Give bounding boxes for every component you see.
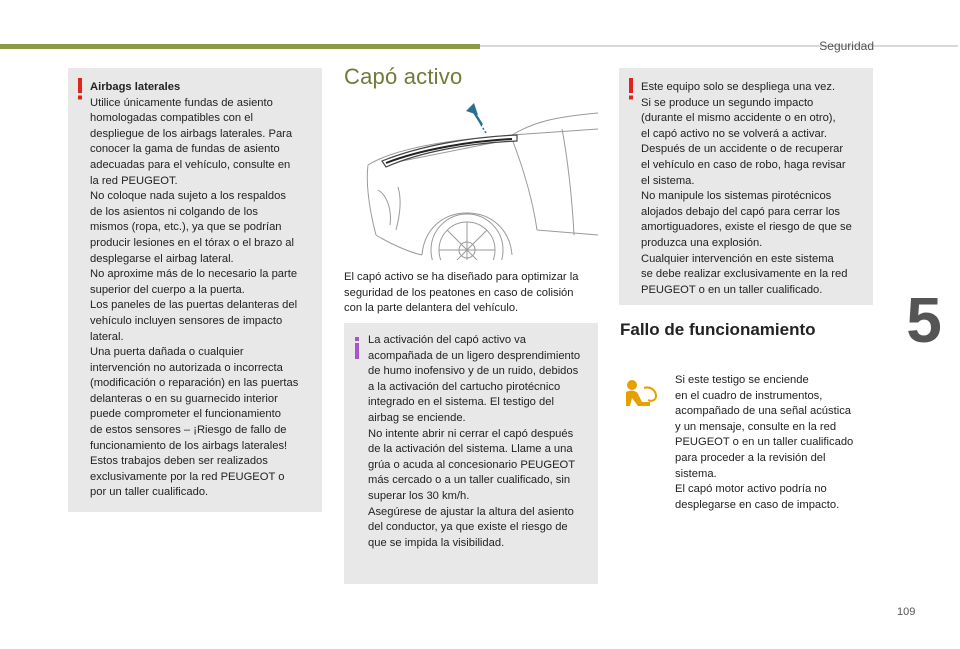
airbags-warning-box	[68, 68, 322, 512]
page-title: Capó activo	[344, 64, 463, 89]
airbags-warning-text	[90, 80, 314, 501]
section-title: Seguridad	[819, 39, 874, 53]
chapter-number: 5	[906, 284, 942, 356]
deployment-warning-text: Este equipo solo se despliega una vez. Si se produce un segundo impacto (durante el mismo accidente o en otro), el capó activo no se volverá a activar. Después de un accidente o de recuperar el vehículo en caso de robo, haga revisar el sistema. No manipule los sistemas pirotécnicos alojados debajo del capó para cerrar los amortiguadores, existe el riesgo de que se produzca una explosión. Cualquier intervención en este sistema se debe realizar exclusivamente en la red PEUGEOT o en un taller cualificado.	[641, 81, 852, 296]
chapter-tab	[888, 270, 960, 370]
exclamation-warning-icon	[627, 78, 635, 100]
capo-info-text: La activación del capó activo va acompañada de un ligero desprendimiento de humo inofensivo y de un ruido, debidos a la activación del cartucho pirotécnico integrado en el sistema. El testigo del airbag se enciende. No intente abrir ni cerrar el capó después de la activación del sistema. Llame a una grúa o acuda al concesionario PEUGEOT más cercado o a un taller cualificado, sin superar los 30 km/h. Asegúrese de ajustar la altura del asiento del conductor, ya que existe el riesgo de que se impida la visibilidad.	[368, 334, 581, 549]
capo-intro-text: El capó activo se ha diseñado para optimizar la seguridad de los peatones en caso de colisión con la parte delantera del vehículo.	[344, 271, 579, 315]
capo-info-box	[344, 323, 598, 584]
deployment-warning-box	[619, 68, 873, 305]
info-marker-icon	[352, 337, 362, 359]
active-bonnet-car-illustration	[362, 95, 598, 260]
airbag-warning-lamp-icon	[622, 378, 662, 408]
page-number: 109	[897, 606, 916, 618]
header-divider	[480, 45, 958, 47]
fault-heading: Fallo de funcionamiento	[620, 320, 816, 339]
airbags-warning-body: Utilice únicamente fundas de asiento homologadas compatibles con el despliegue de los airbags laterales. Para conocer la gama de fundas de asiento adecuadas para el vehículo, consulte en la red PEUGEOT. No coloque nada sujeto a los respaldos de los asientos ni colgando de los mismos (ropa, etc.), ya que se podrían producir lesiones en el tórax o el brazo al desplegarse el airbag lateral. No aproxime más de lo necesario la parte superior del cuerpo a la puerta. Los paneles de las puertas delanteras del vehículo incluyen sensores de impacto lateral. Una puerta dañada o cualquier intervención no autorizada o incorrecta (modificación o reparación) en las puertas delanteras o en su guarnecido interior puede comprometer el funcionamiento de estos sensores – ¡Riesgo de fallo de funcionamiento de los airbags laterales! Estos trabajos deben ser realizados exclusivamente por la red PEUGEOT o por un taller cualificado.	[90, 96, 299, 499]
airbags-warning-title: Airbags laterales	[90, 81, 181, 93]
exclamation-warning-icon	[76, 78, 84, 100]
fault-text: Si este testigo se enciende en el cuadro de instrumentos, acompañado de una señal acústica y un mensaje, consulte en la red PEUGEOT o en un taller cualificado para proceder a la revisión del sistema. El capó motor activo podría no desplegarse en caso de impacto.	[675, 374, 854, 511]
header-accent-bar	[0, 44, 480, 49]
